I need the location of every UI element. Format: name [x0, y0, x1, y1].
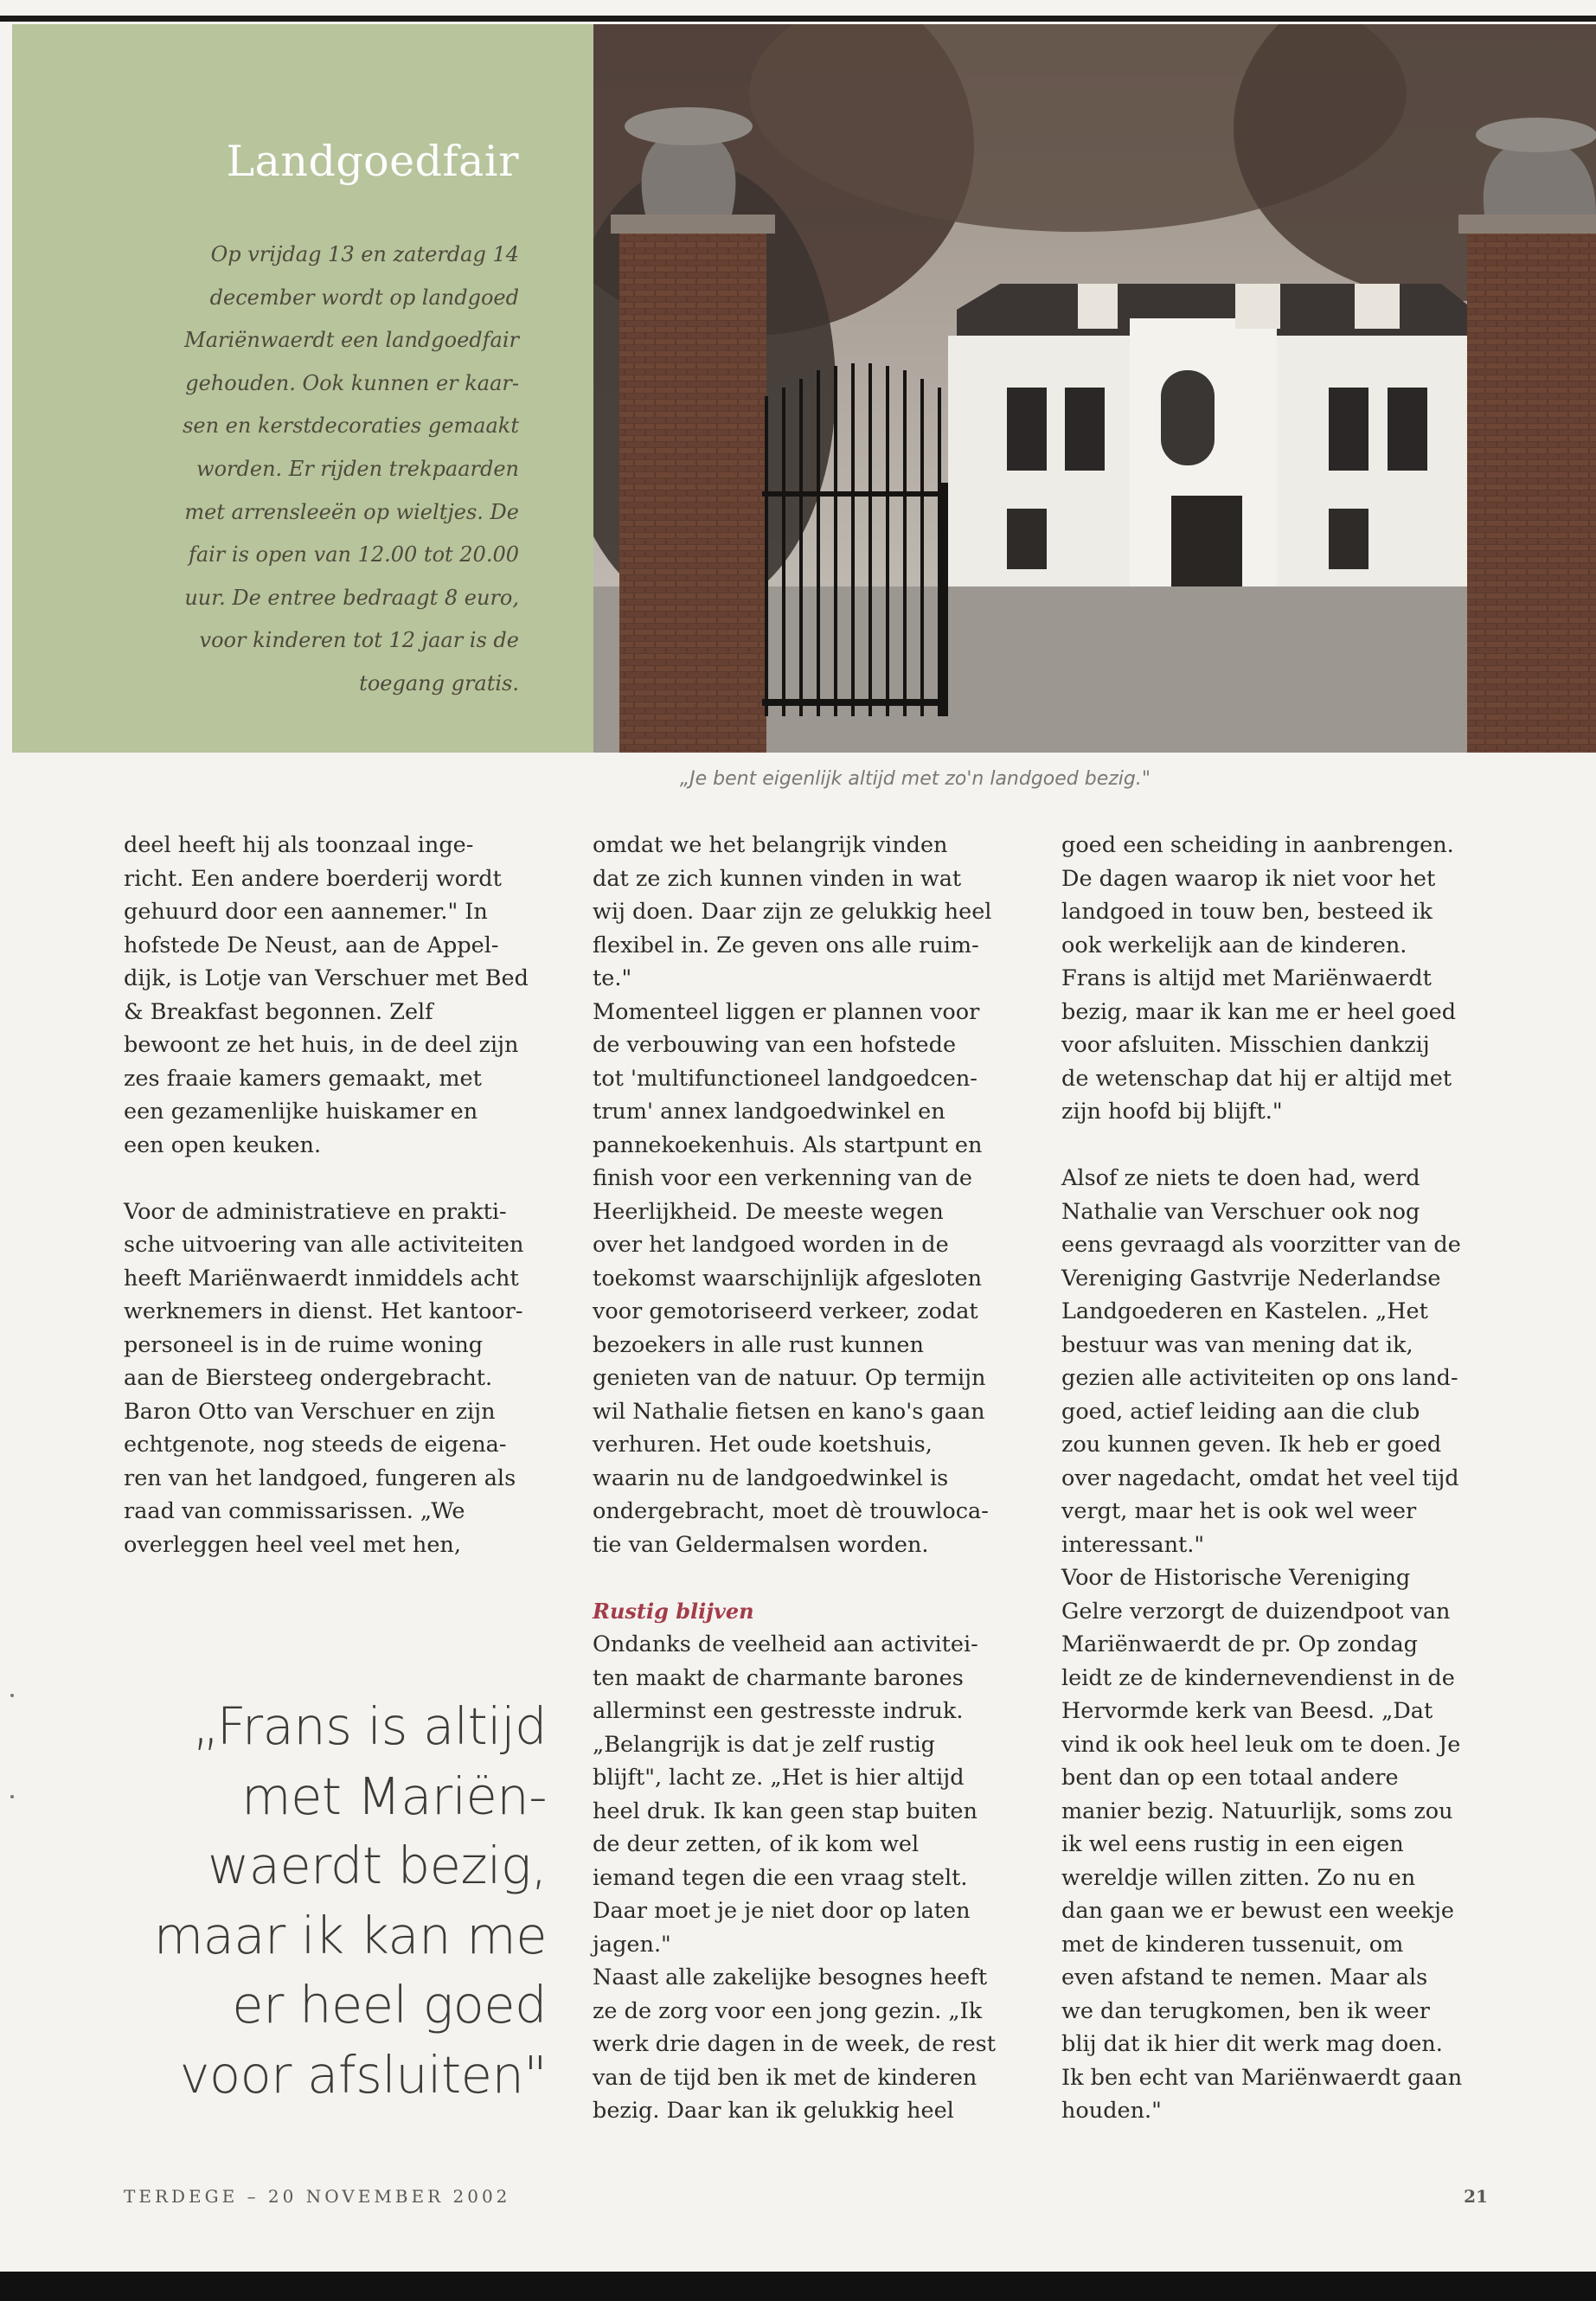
sidebar-line: met arrensleeën op wieltjes. De	[184, 499, 519, 524]
body-line: Frans is altijd met Mariënwaerdt	[1061, 965, 1432, 991]
body-line: voor gemotoriseerd verkeer, zodat	[593, 1298, 978, 1324]
body-line: ook werkelijk aan de kinderen.	[1061, 932, 1407, 958]
body-line: sche uitvoering van alle activiteiten	[124, 1232, 524, 1258]
pull-quote-line: maar ik kan me	[153, 1905, 547, 1965]
text-column-3	[1061, 829, 1462, 2128]
pull-quote-line: „Frans is altijd	[192, 1696, 547, 1756]
body-line: Voor de administratieve en prakti-	[124, 1198, 507, 1225]
body-line: Landgoederen en Kastelen. „Het	[1061, 1298, 1428, 1324]
body-line: wil Nathalie fietsen en kano's gaan	[593, 1398, 985, 1425]
body-line: Gelre verzorgt de duizendpoot van	[1061, 1598, 1451, 1625]
footer-publication: TERDEGE – 20 NOVEMBER 2002	[124, 2186, 511, 2207]
body-line: iemand tegen die een vraag stelt.	[593, 1864, 968, 1891]
pull-quote-line: waerdt bezig,	[207, 1836, 547, 1895]
pull-quote-line: er heel goed	[232, 1975, 547, 2035]
body-line: wij doen. Daar zijn ze gelukkig heel	[593, 899, 992, 925]
text-column-1	[124, 829, 529, 1561]
body-line: Baron Otto van Verschuer en zijn	[124, 1398, 496, 1425]
top-border-rule	[0, 16, 1596, 22]
body-line: gehuurd door een aannemer." In	[124, 899, 488, 925]
body-line: zes fraaie kamers gemaakt, met	[124, 1065, 482, 1092]
body-line: aan de Biersteeg ondergebracht.	[124, 1365, 493, 1391]
body-line: dat ze zich kunnen vinden in wat	[593, 865, 962, 892]
body-line: even afstand te nemen. Maar als	[1061, 1965, 1428, 1990]
body-line: goed, actief leiding aan die club	[1061, 1398, 1420, 1425]
pull-quote-line: met Mariën-	[241, 1766, 547, 1826]
body-line: voor afsluiten. Misschien dankzij	[1061, 1032, 1430, 1058]
body-line: bezig, maar ik kan me er heel goed	[1061, 998, 1457, 1025]
sidebar-text	[133, 234, 519, 706]
body-line: de verbouwing van een hofstede	[593, 1032, 957, 1058]
sidebar-box	[12, 24, 593, 753]
body-line: deel heeft hij als toonzaal inge-	[124, 832, 474, 858]
body-line: trum' annex landgoedwinkel en	[593, 1099, 945, 1125]
body-line: vind ik ook heel leuk om te doen. Je	[1061, 1731, 1461, 1758]
body-line: ondergebracht, moet dè trouwloca-	[593, 1498, 989, 1524]
body-line: de deur zetten, of ik kom wel	[593, 1831, 920, 1857]
body-line: te."	[593, 965, 632, 991]
body-line: raad van commissarissen. „We	[124, 1498, 465, 1524]
body-line: heel druk. Ik kan geen stap buiten	[593, 1798, 977, 1824]
body-line: Hervormde kerk van Beesd. „Dat	[1061, 1698, 1433, 1724]
body-line: de wetenschap dat hij er altijd met	[1061, 1065, 1452, 1092]
body-line: houden."	[1061, 2098, 1162, 2124]
scan-speck	[10, 1694, 14, 1697]
body-line: leidt ze de kindernevendienst in de	[1061, 1664, 1455, 1691]
body-line: Ondanks de veelheid aan activitei-	[593, 1631, 978, 1657]
body-line: Voor de Historische Vereniging	[1061, 1565, 1411, 1591]
body-line: zou kunnen geven. Ik heb er goed	[1061, 1432, 1442, 1458]
sidebar-line: fair is open van 12.00 tot 20.00	[188, 542, 519, 567]
body-line: werknemers in dienst. Het kantoor-	[124, 1298, 523, 1324]
body-line: Mariënwaerdt de pr. Op zondag	[1061, 1631, 1418, 1657]
body-line: „Belangrijk is dat je zelf rustig	[593, 1731, 935, 1758]
sidebar-line: toegang gratis.	[359, 670, 519, 695]
sidebar-line: december wordt op landgoed	[209, 285, 519, 310]
body-line: met de kinderen tussenuit, om	[1061, 1931, 1404, 1958]
body-line: ze de zorg voor een jong gezin. „Ik	[593, 1997, 983, 2024]
body-line: genieten van de natuur. Op termijn	[593, 1365, 986, 1391]
body-line: omdat we het belangrijk vinden	[593, 832, 948, 858]
body-line: & Breakfast begonnen. Zelf	[124, 998, 433, 1025]
photo-caption: „Je bent eigenlijk altijd met zo'n landgoed bezig."	[679, 768, 1151, 790]
body-line: over nagedacht, omdat het veel tijd	[1061, 1465, 1459, 1491]
body-line: landgoed in touw ben, besteed ik	[1061, 899, 1433, 925]
body-line: gezien alle activiteiten op ons land-	[1061, 1365, 1458, 1391]
body-line: vergt, maar het is ook wel weer	[1061, 1498, 1417, 1524]
body-line: bezig. Daar kan ik gelukkig heel	[593, 2098, 954, 2124]
body-line: ik wel eens rustig in een eigen	[1061, 1831, 1404, 1857]
body-line: bestuur was van mening dat ik,	[1061, 1331, 1413, 1358]
text-column-2	[593, 829, 996, 2128]
sidebar-line: Mariënwaerdt een landgoedfair	[184, 328, 519, 353]
body-line: personeel is in de ruime woning	[124, 1331, 484, 1358]
body-line: finish voor een verkenning van de	[593, 1165, 972, 1191]
body-line: over het landgoed worden in de	[593, 1232, 949, 1258]
body-line: Vereniging Gastvrije Nederlandse	[1061, 1265, 1441, 1292]
pull-quote-line: voor afsluiten"	[179, 2044, 547, 2105]
body-line: ten maakt de charmante barones	[593, 1664, 964, 1691]
body-line: ren van het landgoed, fungeren als	[124, 1465, 516, 1491]
body-line: tot 'multifunctioneel landgoedcen-	[593, 1065, 977, 1092]
body-line: toekomst waarschijnlijk afgesloten	[593, 1265, 982, 1292]
paragraph-gap	[593, 1561, 996, 1595]
body-line: dan gaan we er bewust een weekje	[1061, 1898, 1454, 1924]
section-subhead: Rustig blijven	[593, 1598, 754, 1624]
body-line: dijk, is Lotje van Verschuer met Bed	[124, 965, 529, 991]
estate-photo	[593, 24, 1596, 753]
body-line: we dan terugkomen, ben ik weer	[1061, 1997, 1430, 2024]
body-line: allerminst een gestresste indruk.	[593, 1698, 964, 1724]
sidebar-line: voor kinderen tot 12 jaar is de	[199, 628, 519, 653]
paragraph-gap	[124, 1162, 529, 1195]
body-line: Momenteel liggen er plannen voor	[593, 998, 980, 1025]
body-line: zijn hoofd bij blijft."	[1061, 1099, 1283, 1125]
sidebar-title: Landgoedfair	[226, 137, 519, 186]
body-line: bezoekers in alle rust kunnen	[593, 1331, 924, 1358]
body-line: waarin nu de landgoedwinkel is	[593, 1465, 949, 1491]
body-line: tie van Geldermalsen worden.	[593, 1531, 929, 1558]
paragraph-gap	[1061, 1129, 1462, 1163]
body-line: blij dat ik hier dit werk mag doen.	[1061, 2031, 1443, 2057]
body-line: Daar moet je je niet door op laten	[593, 1898, 971, 1924]
body-line: heeft Mariënwaerdt inmiddels acht	[124, 1265, 519, 1292]
body-line: een open keuken.	[124, 1131, 322, 1158]
body-line: De dagen waarop ik niet voor het	[1061, 865, 1436, 892]
body-line: overleggen heel veel met hen,	[124, 1531, 461, 1558]
body-line: hofstede De Neust, aan de Appel-	[124, 932, 499, 958]
body-line: Alsof ze niets te doen had, werd	[1061, 1165, 1420, 1191]
pull-quote	[87, 1692, 547, 2110]
estate-illustration	[593, 24, 1596, 753]
bottom-border-rule	[0, 2272, 1596, 2301]
sidebar-line: Op vrijdag 13 en zaterdag 14	[210, 242, 519, 266]
body-line: Heerlijkheid. De meeste wegen	[593, 1198, 944, 1225]
body-line: echtgenote, nog steeds de eigena-	[124, 1432, 507, 1458]
body-line: eens gevraagd als voorzitter van de	[1061, 1232, 1461, 1258]
body-line: manier bezig. Natuurlijk, soms zou	[1061, 1798, 1453, 1824]
body-line: werk drie dagen in de week, de rest	[593, 2031, 997, 2057]
body-line: bent dan op een totaal andere	[1061, 1765, 1399, 1791]
body-line: pannekoekenhuis. Als startpunt en	[593, 1131, 983, 1158]
page-number: 21	[1464, 2186, 1488, 2207]
body-line: bewoont ze het huis, in de deel zijn	[124, 1032, 519, 1058]
sidebar-line: uur. De entree bedraagt 8 euro,	[184, 585, 519, 610]
body-line: blijft", lacht ze. „Het is hier altijd	[593, 1765, 965, 1791]
sidebar-line: sen en kerstdecoraties gemaakt	[183, 413, 519, 439]
body-line: richt. Een andere boerderij wordt	[124, 865, 502, 892]
body-line: Ik ben echt van Mariënwaerdt gaan	[1061, 2064, 1463, 2091]
body-line: verhuren. Het oude koetshuis,	[593, 1432, 933, 1458]
body-line: Naast alle zakelijke besognes heeft	[593, 1965, 988, 1990]
body-line: goed een scheiding in aanbrengen.	[1061, 832, 1454, 858]
scan-speck	[10, 1795, 14, 1798]
body-line: jagen."	[593, 1931, 671, 1958]
body-line: Nathalie van Verschuer ook nog	[1061, 1198, 1420, 1225]
body-line: interessant."	[1061, 1531, 1205, 1558]
body-line: een gezamenlijke huiskamer en	[124, 1099, 478, 1125]
body-line: van de tijd ben ik met de kinderen	[593, 2064, 977, 2091]
sidebar-line: gehouden. Ook kunnen er kaar-	[185, 370, 519, 395]
sidebar-line: worden. Er rijden trekpaarden	[196, 456, 519, 481]
body-line: flexibel in. Ze geven ons alle ruim-	[593, 932, 979, 958]
body-line: wereldje willen zitten. Zo nu en	[1061, 1864, 1416, 1891]
